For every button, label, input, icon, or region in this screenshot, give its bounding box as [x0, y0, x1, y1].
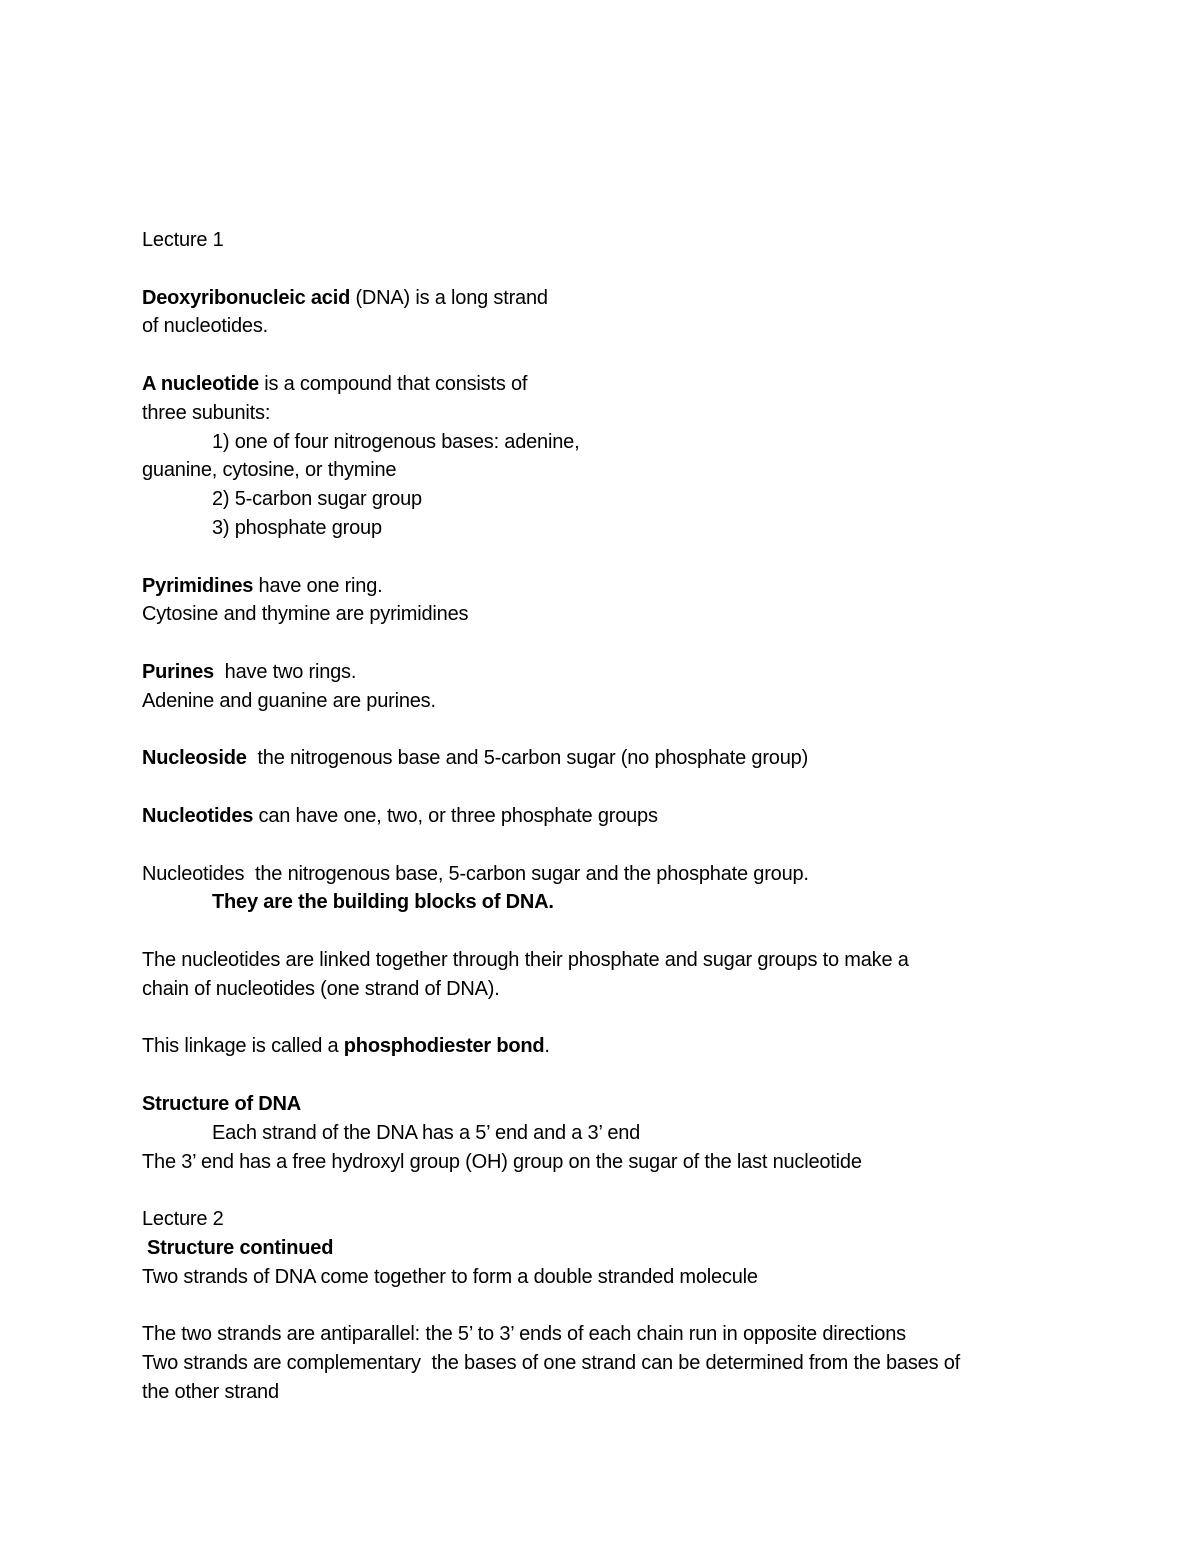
structure-line2: The 3’ end has a free hydroxyl group (OH) group on the sugar of the last nucleotide [142, 1150, 862, 1173]
nucleoside-definition [142, 744, 1142, 773]
bond-suffix: . [544, 1035, 550, 1058]
dna-definition-line1 [142, 284, 1142, 313]
dna-definition-line2: of nucleotides. [142, 315, 268, 338]
phosphodiester-bond-line [142, 1032, 1142, 1061]
subunit-item-1-continued: guanine, cytosine, or thymine [142, 459, 397, 482]
linkage-line2: chain of nucleotides (one strand of DNA). [142, 977, 500, 1000]
purines-text: have two rings. [213, 660, 357, 683]
structure-line1: Each strand of the DNA has a 5’ end and a 3’ end [212, 1121, 641, 1144]
antiparallel-line: The two strands are antiparallel: the 5’ to 3’ ends of each chain run in opposite directions [142, 1323, 906, 1346]
purines-line2: Adenine and guanine are purines. [142, 689, 436, 712]
pyrimidines-text: have one ring. [253, 574, 383, 597]
nucleoside-text: the nitrogenous base and 5-carbon sugar (no phosphate group) [246, 747, 809, 770]
complementary-line1: Two strands are complementary the bases of one strand can be determined from the bases of [142, 1352, 961, 1375]
structure-continued-heading [142, 1234, 1142, 1263]
structure-heading-text: Structure of DNA [142, 1092, 302, 1115]
subunit-item-2: 2) 5-carbon sugar group [212, 488, 422, 511]
nucleotides-groups-text: can have one, two, or three phosphate groups [253, 804, 658, 827]
subunit-item-3: 3) phosphate group [212, 516, 382, 539]
nucleotides-building-blocks [142, 888, 1142, 917]
nucleotides-term: Nucleotides [142, 804, 254, 827]
subunit-item-1: 1) one of four nitrogenous bases: adenine, [212, 430, 580, 453]
lecture-2-title: Lecture 2 [142, 1208, 224, 1231]
document-page [142, 226, 1142, 1407]
nucleotide-definition-line1 [142, 370, 1142, 399]
nucleotide-definition-line2: three subunits: [142, 401, 271, 424]
building-blocks-text: They are the building blocks of DNA. [212, 891, 554, 914]
dna-term: Deoxyribonucleic acid [142, 286, 351, 309]
nucleotide-term: A nucleotide [142, 372, 259, 395]
nucleoside-term: Nucleoside [142, 747, 247, 770]
nucleotides-phosphate-groups [142, 802, 1142, 831]
dna-definition-text: (DNA) is a long strand [350, 286, 548, 309]
pyrimidines-term: Pyrimidines [142, 574, 254, 597]
phosphodiester-bond-term: phosphodiester bond [343, 1035, 545, 1058]
nucleotides-definition-line1: Nucleotides the nitrogenous base, 5-carbon sugar and the phosphate group. [142, 862, 809, 885]
double-stranded-line: Two strands of DNA come together to form a double stranded molecule [142, 1265, 758, 1288]
structure-continued-text: Structure continued [147, 1236, 334, 1259]
pyrimidines-line1 [142, 572, 1142, 601]
pyrimidines-line2: Cytosine and thymine are pyrimidines [142, 603, 469, 626]
linkage-line1: The nucleotides are linked together through their phosphate and sugar groups to make a [142, 948, 909, 971]
nucleotide-definition-text: is a compound that consists of [258, 372, 528, 395]
bond-prefix: This linkage is called a [142, 1035, 344, 1058]
lecture-1-title: Lecture 1 [142, 229, 224, 251]
complementary-line2: the other strand [142, 1380, 279, 1403]
structure-of-dna-heading [142, 1090, 1142, 1119]
purines-term: Purines [142, 660, 214, 683]
purines-line1 [142, 658, 1142, 687]
